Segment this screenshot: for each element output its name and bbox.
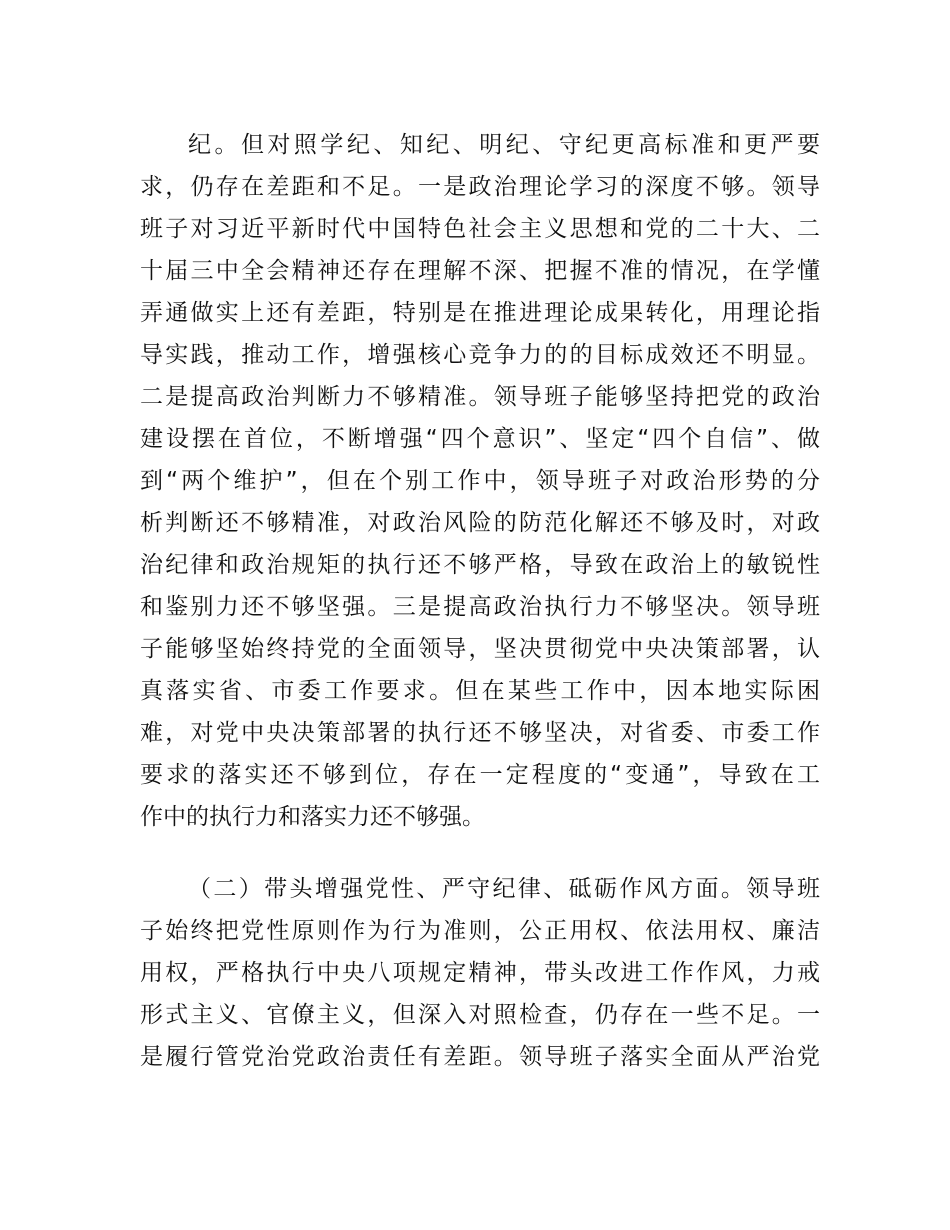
paragraph-line: 作中的执行力和落实力还不够强。 — [140, 804, 485, 830]
paragraph-line: 形式主义、官僚主义，但深入对照检查，仍存在一些不足。一 — [140, 1002, 820, 1028]
paragraph-line: 纪。但对照学纪、知纪、明纪、守纪更高标准和更严要 — [188, 132, 820, 158]
paragraph-line: 是履行管党治党政治责任有差距。领导班子落实全面从严治党 — [140, 1044, 820, 1070]
paragraph-line: 要求的落实还不够到位，存在一定程度的“变通”，导致在工 — [140, 762, 820, 788]
paragraph-line: 和鉴别力还不够坚强。三是提高政治执行力不够坚决。领导班 — [140, 594, 820, 620]
paragraph-line: 难，对党中央决策部署的执行还不够坚决，对省委、市委工作 — [140, 720, 820, 746]
paragraph-line: 十届三中全会精神还存在理解不深、把握不准的情况，在学懂 — [140, 258, 820, 284]
paragraph-line: 到“两个维护”，但在个别工作中，领导班子对政治形势的分 — [140, 468, 820, 494]
paragraph-line: 用权，严格执行中央八项规定精神，带头改进工作作风，力戒 — [140, 960, 820, 986]
paragraph-line: 求，仍存在差距和不足。一是政治理论学习的深度不够。领导 — [140, 174, 820, 200]
paragraph-line: 二是提高政治判断力不够精准。领导班子能够坚持把党的政治 — [140, 384, 820, 410]
paragraph-line: 班子对习近平新时代中国特色社会主义思想和党的二十大、二 — [140, 216, 820, 242]
paragraph-line: 弄通做实上还有差距，特别是在推进理论成果转化，用理论指 — [140, 300, 820, 326]
paragraph-line: 析判断还不够精准，对政治风险的防范化解还不够及时，对政 — [140, 510, 820, 536]
paragraph-political-construction — [140, 124, 820, 838]
paragraph-party-spirit — [140, 868, 820, 1078]
paragraph-line: （二）带头增强党性、严守纪律、砥砺作风方面。领导班 — [188, 876, 820, 902]
paragraph-line: 导实践，推动工作，增强核心竞争力的的目标成效还不明显。 — [140, 342, 820, 368]
paragraph-line: 真落实省、市委工作要求。但在某些工作中，因本地实际困 — [140, 678, 820, 704]
paragraph-line: 治纪律和政治规矩的执行还不够严格，导致在政治上的敏锐性 — [140, 552, 820, 578]
paragraph-line: 建设摆在首位，不断增强“四个意识”、坚定“四个自信”、做 — [140, 426, 820, 452]
paragraph-line: 子能够坚始终持党的全面领导，坚决贯彻党中央决策部署，认 — [140, 636, 820, 662]
paragraph-line: 子始终把党性原则作为行为准则，公正用权、依法用权、廉洁 — [140, 918, 820, 944]
